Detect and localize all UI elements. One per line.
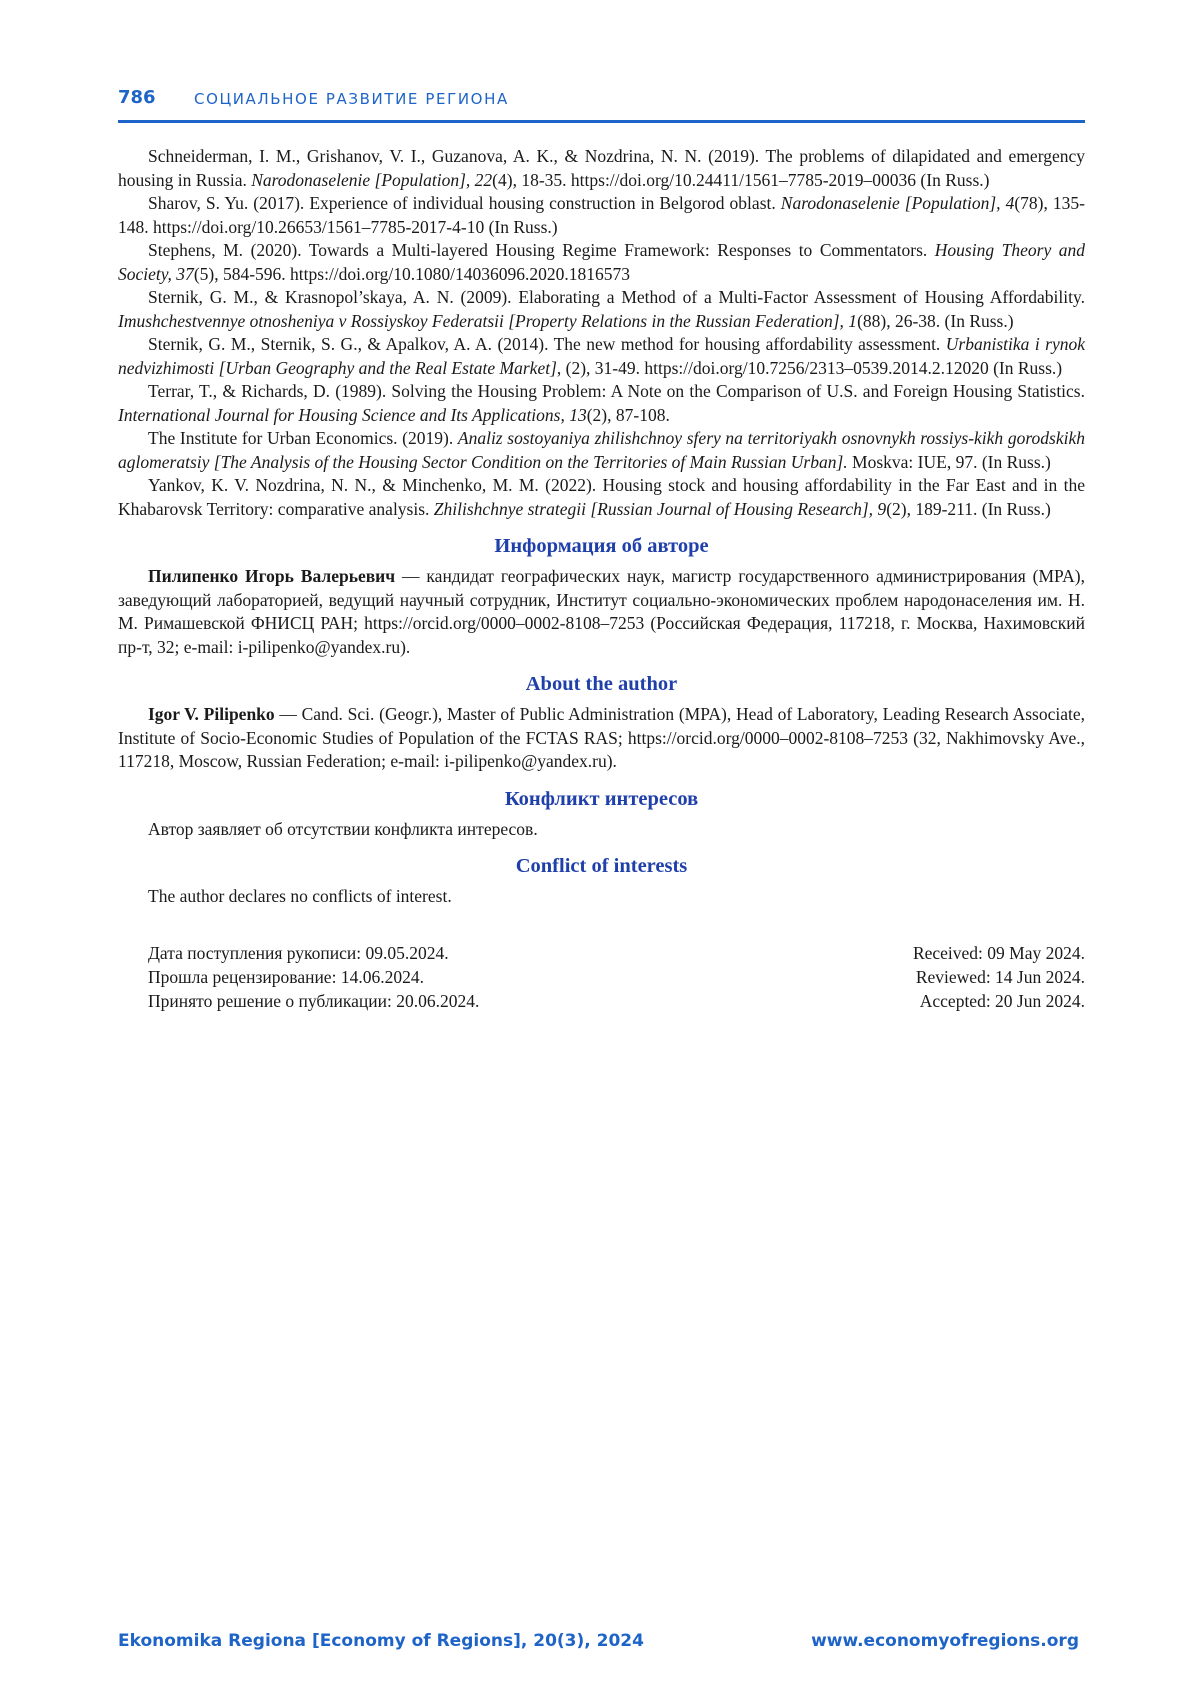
reference-source: Housing Theory and Society, 37: [118, 240, 1085, 284]
author-info-en: [118, 703, 1085, 774]
section-title: СОЦИАЛЬНОЕ РАЗВИТИЕ РЕГИОНА: [194, 90, 509, 108]
reference-text: The Institute for Urban Economics. (2019).: [148, 428, 458, 448]
author-info-ru: [118, 565, 1085, 659]
reference-source: Narodonaselenie [Population], 4: [780, 193, 1015, 213]
author-info-heading-en: About the author: [525, 673, 678, 695]
conflict-text-en: The author declares no conflicts of interest.: [148, 886, 452, 906]
reference-text: Yankov, K. V. Nozdrina, N. N., & Minchenko, M. M. (2022). Housing stock and housing affordability in the Far East and in the Khabarovsk Territory: comparative analysis.: [118, 475, 1085, 519]
reference-text: , (2), 31-49. https://doi.org/10.7256/2313–0539.2014.2.12020 (In Russ.): [556, 357, 1063, 378]
author-bio-ru: — кандидат географических наук, магистр государственного администрирования (MPA), заведующий лабораторией, ведущий научный сотрудник, Институт социально-экономических проблем народонаселения им. Н. М. Римашевской ФНИСЦ РАН; https://orcid.org/0000–0002-8108–7253 (Российская Федерация, 117218, г. Москва, Нахимовский пр-т, 32; e-mail: i-pilipenko@yandex.ru).: [118, 566, 1086, 657]
dates-ru: [148, 941, 479, 1013]
dates-en: [913, 941, 1085, 1013]
author-bio-en: — Cand. Sci. (Geogr.), Master of Public Administration (MPA), Head of Laboratory, Leading Research Associate, Institute of Socio-Economic Studies of Population of the FCTAS RAS; https://orcid.org/0000–0002-8108–7253 (32, Nakhimovsky Ave., 117218, Moscow, Russian Federation; e-mail: i-pilipenko@yandex.ru).: [118, 704, 1085, 771]
author-info-heading-ru: Информация об авторе: [494, 535, 709, 557]
reference-item: [118, 333, 1085, 380]
date-reviewed-en: Reviewed: 14 Jun 2024.: [915, 966, 1085, 987]
author-name-ru: Пилипенко Игорь Валерьевич: [148, 566, 396, 586]
conflict-heading-en: Conflict of interests: [515, 855, 688, 877]
reference-source: Narodonaselenie [Population], 22: [251, 169, 493, 190]
reference-item: [118, 192, 1085, 239]
reference-text: (4), 18-35. https://doi.org/10.24411/1561–7785-2019–00036 (In Russ.): [492, 169, 990, 190]
date-received-ru: Дата поступления рукописи: 09.05.2024.: [148, 942, 449, 963]
reference-source: Urbanistika i rynok nedvizhimosti [Urban Geography and the Real Estate Market]: [118, 334, 1085, 378]
reference-text: Sharov, S. Yu. (2017). Experience of individual housing construction in Belgorod oblast.: [148, 193, 781, 213]
reference-source: Zhilishchnye strategii [Russian Journal of Housing Research], 9: [433, 498, 887, 519]
reference-text: Moskva: IUE, 97. (In Russ.): [847, 451, 1051, 472]
reference-item: [118, 474, 1085, 521]
page-number: 786: [118, 87, 156, 108]
date-received-en: Received: 09 May 2024.: [912, 942, 1085, 963]
reference-item: [118, 239, 1085, 286]
reference-text: (88), 26-38. (In Russ.): [857, 310, 1014, 331]
manuscript-dates: [118, 941, 1085, 1013]
reference-source: International Journal for Housing Science and Its Applications, 13: [118, 404, 587, 425]
references-list: [118, 145, 1085, 521]
reference-item: [118, 145, 1085, 192]
reference-text: Stephens, M. (2020). Towards a Multi-layered Housing Regime Framework: Responses to Commentators.: [148, 240, 935, 260]
date-accepted-ru: Принято решение о публикации: 20.06.2024.: [148, 990, 480, 1011]
conflict-heading-ru: Конфликт интересов: [504, 787, 699, 810]
reference-text: Schneiderman, I. M., Grishanov, V. I., Guzanova, A. K., & Nozdrina, N. N. (2019). The problems of dilapidated and emergency housing in Russia.: [118, 146, 1085, 190]
reference-item: [118, 380, 1085, 427]
page-footer: [118, 1631, 1085, 1655]
date-accepted-en: Accepted: 20 Jun 2024.: [919, 990, 1085, 1011]
reference-text: Terrar, T., & Richards, D. (1989). Solving the Housing Problem: A Note on the Comparison of U.S. and Foreign Housing Statistics.: [148, 381, 1085, 401]
page-content: [118, 145, 1085, 1013]
reference-text: (2), 189-211. (In Russ.): [886, 498, 1051, 519]
reference-text: (2), 87-108.: [586, 404, 670, 425]
reference-text: (78), 135-148. https://doi.org/10.26653/1561–7785-2017-4-10 (In Russ.): [118, 193, 1085, 237]
page-header: [118, 80, 1085, 123]
reference-source: Imushchestvennye otnosheniya v Rossiyskoy Federatsii [Property Relations in the Russian Federation], 1: [118, 310, 858, 331]
journal-website-link[interactable]: www.economyofregions.org: [811, 1631, 1079, 1651]
date-reviewed-ru: Прошла рецензирование: 14.06.2024.: [148, 966, 424, 987]
journal-citation: Ekonomika Regiona [Economy of Regions], 20(3), 2024: [118, 1631, 644, 1651]
conflict-text-ru: Автор заявляет об отсутствии конфликта интересов.: [148, 818, 538, 839]
reference-item: [118, 286, 1085, 333]
author-name-en: Igor V. Pilipenko: [148, 704, 275, 724]
reference-text: Sternik, G. M., & Krasnopol’skaya, A. N. (2009). Elaborating a Method of a Multi-Factor Assessment of Housing Affordability.: [148, 287, 1085, 307]
reference-text: (5), 584-596. https://doi.org/10.1080/14036096.2020.1816573: [193, 263, 631, 284]
reference-item: [118, 427, 1085, 474]
reference-text: Sternik, G. M., Sternik, S. G., & Apalkov, A. A. (2014). The new method for housing affordability assessment.: [148, 334, 946, 354]
reference-source: Analiz sostoyaniya zhilishchnoy sfery na territoriyakh osnovnykh rossiys-kikh gorodskikh aglomeratsiy [The Analysis of the Housing Sector Condition on the Territories of Main Russian Urban].: [118, 428, 1085, 472]
